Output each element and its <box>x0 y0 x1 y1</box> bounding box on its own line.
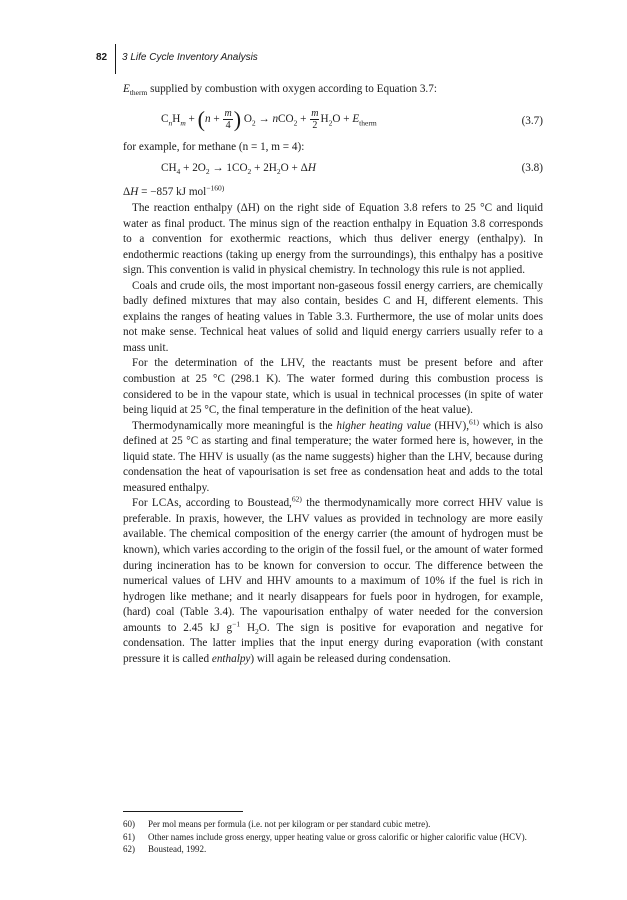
e-subscript: therm <box>129 88 148 98</box>
fraction-m-over-2: $\frac{m}{2}$ <box>311 108 319 131</box>
body-text <box>123 201 543 667</box>
delta-h-line: ΔH = −857 kJ mol$^{-160)}$ <box>123 183 225 198</box>
equation-3-8-body: $CH_4 + 2O_2 \to 1CO_2 + 2H_2O + \Delta H$ <box>161 162 316 177</box>
e-symbol: E <box>123 83 130 95</box>
footnote-60: 60) Per mol means per formula (i.e. not per kilogram or per standard cubic metre). <box>123 819 431 829</box>
paragraph-hhv: Thermodynamically more meaningful is the higher heating value (HHV),$^{61)}$ which is also defined at 25 °C as starting and final temperature; the water formed here is, however, in the liquid state. The HHV is usually (as the name suggests) higher than the LHV, because during condensation the heat of vapourisation is set free as condensation heat and adds to the total measured enthalpy. <box>123 416 543 494</box>
footnote-62: 62) Boustead, 1992. <box>123 844 207 854</box>
footnote-61: 61) Other names include gross energy, upper heating value or gross calorific or higher calorific value (HCV). <box>123 831 527 842</box>
paragraph-lca: For LCAs, according to Boustead,$^{62)}$ the thermodynamically more correct HHV value is preferable. In praxis, however, the LHV values as provided in technology are more easily available. The chemical composition of the energy carrier (the amount of hydrogen must be known), which varies according to the origin of the fossil fuel, or the amount of water formed during incineration has to be known for conversion to occur. The difference between the numerical values of LHV and HHV amounts to a maximum of 10% if the fuel is rich in hydrogen like methane; and it nearly disappears for fuels poor in hydrogen, for example, (hard) coal (Table 3.4). The vapourisation enthalpy of water needed for the conversion amounts to 2.45 kJ $g^{-1}$ $H_2O$. The sign is positive for evaporation and negative for condensation. The latter implies that the input energy during evaporation (with constant pressure it is called enthalpy) will again be released during condensation. <box>123 494 543 665</box>
header-divider <box>115 44 116 74</box>
footnote-ref-61: 61) <box>469 416 480 426</box>
equation-3-8 <box>123 162 543 180</box>
footnotes <box>123 818 543 856</box>
equation-3-7-body: $C_nH_m + (n$ + $\frac{m}{4}$ ) $O_2 \to nCO_2$ + $\frac{m}{2}$ $H_2O + E_{therm}$ <box>161 106 377 132</box>
equation-3-7-label: (3.7) <box>521 115 543 127</box>
page-number: 82 <box>96 52 108 63</box>
term-enthalpy: enthalpy <box>211 652 251 665</box>
equation-3-7 <box>123 103 543 133</box>
equation-3-8-label: (3.8) <box>521 162 543 174</box>
footnote-ref-60: 60) <box>214 183 225 193</box>
intro-line <box>123 82 543 98</box>
paragraph-reaction-enthalpy: The reaction enthalpy (ΔH) on the right side of Equation 3.8 refers to 25 °C and liquid water as final product. The minus sign of the reaction enthalpy in Equation 3.8 corresponds to a convention for exothermic reactions, which thus deliver energy (enthalpy). In endothermic reactions (taking up energy from the surroundings), this enthalpy has a positive sign. This convention is valid in physical chemistry. In technology this rule is not applied. <box>123 202 543 277</box>
intro-text: supplied by combustion with oxygen according to Equation 3.7: <box>147 83 437 95</box>
footnote-ref-62: 62) <box>291 494 302 504</box>
paragraph-coals: Coals and crude oils, the most important non-gaseous fossil energy carriers, are chemically badly defined mixtures that may also contain, besides C and H, different elements. This explains the ranges of heating values in Table 3.3. Furthermore, the use of molar units does not make sense. Technical heat values of solid and liquid energy carriers usually refer to a mass unit. <box>123 279 543 354</box>
fraction-m-over-4: $\frac{m}{4}$ <box>224 108 232 131</box>
running-head: 3 Life Cycle Inventory Analysis <box>122 52 258 63</box>
footnote-divider <box>123 811 243 812</box>
methane-intro: for example, for methane (n = 1, m = 4): <box>123 141 305 153</box>
term-higher-heating-value: higher heating value <box>336 419 431 432</box>
paragraph-lhv: For the determination of the LHV, the reactants must be present before and after combustion at 25 °C (298.1 K). The water formed during this combustion process is considered to be in the vapour state, which is usual in technical processes (in spite of water being liquid at 25 °C, the final temperature in the definition of the heat value). <box>123 357 543 417</box>
